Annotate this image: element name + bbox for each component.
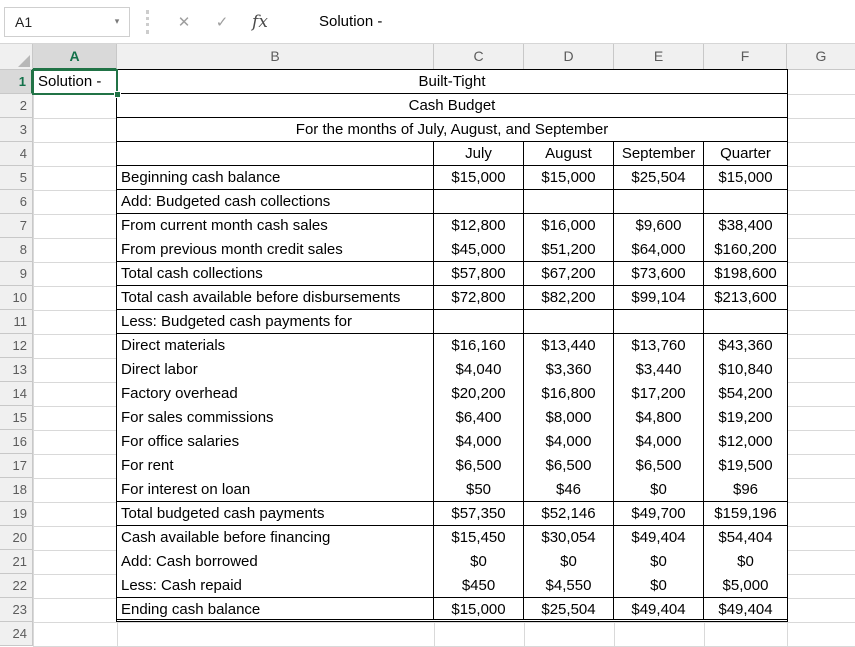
table-header-row <box>117 142 787 166</box>
cell-value[interactable]: $17,200 <box>614 382 704 406</box>
cell-value[interactable]: $16,800 <box>524 382 614 406</box>
cell-value[interactable]: $12,800 <box>434 214 524 238</box>
cell-value[interactable]: $4,000 <box>524 430 614 454</box>
cell-value[interactable]: $4,000 <box>434 430 524 454</box>
row-header-3[interactable]: 3 <box>0 118 33 142</box>
cell-value[interactable]: $54,200 <box>718 385 773 402</box>
table-title-row[interactable]: Built-Tight <box>117 70 787 94</box>
row-header-24[interactable]: 24 <box>0 622 33 646</box>
row-header-1[interactable]: 1 <box>0 70 33 94</box>
cell-value[interactable]: $0 <box>434 550 524 574</box>
table-row <box>117 214 787 238</box>
table-row <box>117 262 787 286</box>
row-label[interactable]: For rent <box>117 454 434 478</box>
row-label[interactable]: From previous month credit sales <box>117 238 434 261</box>
cell-value[interactable]: $82,200 <box>524 286 614 309</box>
cell-value[interactable]: $0 <box>737 553 754 570</box>
row-label[interactable]: Add: Cash borrowed <box>117 550 434 574</box>
cell-value[interactable]: $51,200 <box>524 238 614 261</box>
column-header-F[interactable]: F <box>704 44 787 70</box>
row-header-6[interactable]: 6 <box>0 190 33 214</box>
cell-value[interactable]: $43,360 <box>718 337 773 354</box>
cell-value[interactable] <box>434 190 524 213</box>
table-row <box>117 574 787 598</box>
row-label[interactable]: From current month cash sales <box>117 214 434 238</box>
table-header-empty-cell[interactable] <box>117 142 434 165</box>
cell-value[interactable]: $6,400 <box>434 406 524 430</box>
cell-value[interactable]: $19,500 <box>718 457 773 474</box>
cell-value[interactable]: $160,200 <box>714 241 777 258</box>
cell-value[interactable]: $159,196 <box>714 505 777 522</box>
cell-value[interactable]: $57,350 <box>434 502 524 525</box>
cell-value[interactable]: $13,760 <box>614 334 704 358</box>
row-label[interactable]: Factory overhead <box>117 382 434 406</box>
cell-value[interactable]: $64,000 <box>614 238 704 261</box>
name-box[interactable] <box>4 7 130 37</box>
row-header-11[interactable]: 11 <box>0 310 33 334</box>
row-label[interactable]: Total cash collections <box>117 262 434 285</box>
cell-value[interactable]: $49,404 <box>718 601 773 618</box>
row-header-23[interactable]: 23 <box>0 598 33 622</box>
row-label[interactable]: Total budgeted cash payments <box>117 502 434 525</box>
row-header-15[interactable]: 15 <box>0 406 33 430</box>
table-row <box>117 166 787 190</box>
cell-value[interactable]: $72,800 <box>434 286 524 309</box>
row-header-12[interactable]: 12 <box>0 334 33 358</box>
table-title-row[interactable]: Cash Budget <box>117 94 787 118</box>
cell-value[interactable]: $49,404 <box>614 526 704 550</box>
row-label[interactable]: Less: Budgeted cash payments for <box>117 310 434 333</box>
cell-value[interactable] <box>434 310 524 333</box>
row-header-19[interactable]: 19 <box>0 502 33 526</box>
select-all-button[interactable] <box>0 44 33 70</box>
row-header-5[interactable]: 5 <box>0 166 33 190</box>
cell-value[interactable]: $20,200 <box>434 382 524 406</box>
table-row <box>117 502 787 526</box>
cell-value[interactable]: $4,000 <box>614 430 704 454</box>
row-label[interactable]: Direct materials <box>117 334 434 358</box>
row-header-20[interactable]: 20 <box>0 526 33 550</box>
row-label[interactable]: For sales commissions <box>117 406 434 430</box>
column-header-C[interactable]: C <box>434 44 524 70</box>
row-header-4[interactable]: 4 <box>0 142 33 166</box>
cell-value[interactable]: $12,000 <box>718 433 773 450</box>
cell-value[interactable] <box>704 190 787 213</box>
table-row <box>117 286 787 310</box>
cell-value[interactable]: $15,450 <box>434 526 524 550</box>
table-row <box>117 430 787 454</box>
column-header-B[interactable]: B <box>117 44 434 70</box>
cell-value[interactable]: $0 <box>524 550 614 574</box>
cell-value[interactable]: $5,000 <box>722 577 769 594</box>
cell-value[interactable]: $6,500 <box>434 454 524 478</box>
row-label[interactable]: Less: Cash repaid <box>117 574 434 597</box>
table-row <box>117 526 787 550</box>
row-label[interactable]: For office salaries <box>117 430 434 454</box>
cell-value[interactable]: $99,104 <box>614 286 704 309</box>
table-row <box>117 310 787 334</box>
cell-value[interactable]: $57,800 <box>434 262 524 285</box>
cell-A1[interactable]: Solution - <box>38 73 102 90</box>
cell-value[interactable]: $15,000 <box>434 598 524 619</box>
cell-value[interactable]: $46 <box>524 478 614 501</box>
cell-value[interactable] <box>614 190 704 213</box>
insert-function-icon[interactable]: fx <box>252 11 268 32</box>
cell-value[interactable]: $52,146 <box>524 502 614 525</box>
cell-value[interactable]: $25,504 <box>524 598 614 619</box>
cell-value[interactable]: $50 <box>434 478 524 501</box>
cell-value[interactable]: $6,500 <box>614 454 704 478</box>
row-label[interactable]: Ending cash balance <box>117 598 434 619</box>
cell-value[interactable]: $198,600 <box>714 265 777 282</box>
table-row <box>117 238 787 262</box>
cell-value[interactable]: $4,800 <box>614 406 704 430</box>
cell-value[interactable] <box>704 310 787 333</box>
selection-border <box>32 69 118 95</box>
table-row <box>117 478 787 502</box>
cell-value[interactable]: $54,404 <box>718 529 773 546</box>
cell-value[interactable] <box>524 190 614 213</box>
row-header-21[interactable]: 21 <box>0 550 33 574</box>
name-box-dropdown-icon[interactable]: ▾ <box>114 16 120 26</box>
row-header-9[interactable]: 9 <box>0 262 33 286</box>
cell-value[interactable] <box>614 310 704 333</box>
cell-value[interactable]: $67,200 <box>524 262 614 285</box>
row-header-14[interactable]: 14 <box>0 382 33 406</box>
table-row <box>117 406 787 430</box>
cell-value[interactable]: $8,000 <box>524 406 614 430</box>
select-all-triangle-icon <box>18 55 30 67</box>
cell-value[interactable]: $213,600 <box>714 289 777 306</box>
cell-value[interactable]: $25,504 <box>614 166 704 189</box>
column-header-A[interactable]: A <box>33 44 117 70</box>
row-header-10[interactable]: 10 <box>0 286 33 310</box>
row-header-18[interactable]: 18 <box>0 478 33 502</box>
column-header-E[interactable]: E <box>614 44 704 70</box>
enter-icon[interactable]: ✓ <box>215 13 229 31</box>
formula-bar <box>0 0 855 44</box>
cell-value[interactable]: $30,054 <box>524 526 614 550</box>
cancel-icon[interactable]: ✕ <box>177 13 191 31</box>
cell-value[interactable]: $96 <box>732 481 759 498</box>
cell-value[interactable]: $3,440 <box>614 358 704 382</box>
table-title-row[interactable]: For the months of July, August, and September <box>117 118 787 142</box>
cell-value[interactable]: $13,440 <box>524 334 614 358</box>
table-row <box>117 358 787 382</box>
cell-value[interactable]: $15,000 <box>524 166 614 189</box>
row-label[interactable]: Total cash available before disbursements <box>117 286 434 309</box>
cash-budget-table <box>116 69 788 622</box>
name-box-value: A1 <box>15 13 33 30</box>
cell-value[interactable]: $45,000 <box>434 238 524 261</box>
column-header-D[interactable]: D <box>524 44 614 70</box>
cell-value[interactable]: $16,000 <box>524 214 614 238</box>
row-label[interactable]: Cash available before financing <box>117 526 434 550</box>
cell-value[interactable]: $16,160 <box>434 334 524 358</box>
cell-value[interactable]: $6,500 <box>524 454 614 478</box>
cell-value[interactable]: $0 <box>614 478 704 501</box>
cell-value[interactable]: $15,000 <box>718 169 773 186</box>
row-header-8[interactable]: 8 <box>0 238 33 262</box>
cell-value[interactable]: $450 <box>434 574 524 597</box>
row-header-2[interactable]: 2 <box>0 94 33 118</box>
row-label[interactable]: Add: Budgeted cash collections <box>117 190 434 213</box>
table-header-cell[interactable]: July <box>434 142 524 165</box>
table-row <box>117 190 787 214</box>
cell-value[interactable]: $19,200 <box>718 409 773 426</box>
row-header-7[interactable]: 7 <box>0 214 33 238</box>
row-label[interactable]: Beginning cash balance <box>117 166 434 189</box>
formula-input[interactable]: Solution - <box>319 13 383 30</box>
cell-value[interactable]: $38,400 <box>718 217 773 234</box>
cell-value[interactable]: $9,600 <box>614 214 704 238</box>
table-row <box>117 550 787 574</box>
cell-value[interactable]: $0 <box>614 550 704 574</box>
cell-value[interactable]: $4,040 <box>434 358 524 382</box>
table-header-cell[interactable]: August <box>524 142 614 165</box>
table-header-cell[interactable]: Quarter <box>720 145 771 162</box>
row-header-16[interactable]: 16 <box>0 430 33 454</box>
column-header-G[interactable]: G <box>787 44 855 70</box>
cell-value[interactable]: $10,840 <box>718 361 773 378</box>
row-label[interactable]: For interest on loan <box>117 478 434 501</box>
row-header-22[interactable]: 22 <box>0 574 33 598</box>
selection-fill-handle[interactable] <box>114 91 121 98</box>
row-header-13[interactable]: 13 <box>0 358 33 382</box>
cell-value[interactable]: $49,404 <box>614 598 704 619</box>
cell-value[interactable]: $73,600 <box>614 262 704 285</box>
row-label[interactable]: Direct labor <box>117 358 434 382</box>
table-row <box>117 454 787 478</box>
table-row <box>117 598 787 622</box>
worksheet-grid <box>0 44 855 647</box>
table-header-cell[interactable]: September <box>614 142 704 165</box>
row-header-17[interactable]: 17 <box>0 454 33 478</box>
cell-value[interactable]: $0 <box>614 574 704 597</box>
gridline <box>33 622 855 623</box>
cell-value[interactable] <box>524 310 614 333</box>
cell-value[interactable]: $4,550 <box>524 574 614 597</box>
formula-bar-grip-icon <box>146 10 149 34</box>
table-row <box>117 334 787 358</box>
cell-value[interactable]: $3,360 <box>524 358 614 382</box>
cell-value[interactable]: $15,000 <box>434 166 524 189</box>
table-row <box>117 382 787 406</box>
cell-value[interactable]: $49,700 <box>614 502 704 525</box>
